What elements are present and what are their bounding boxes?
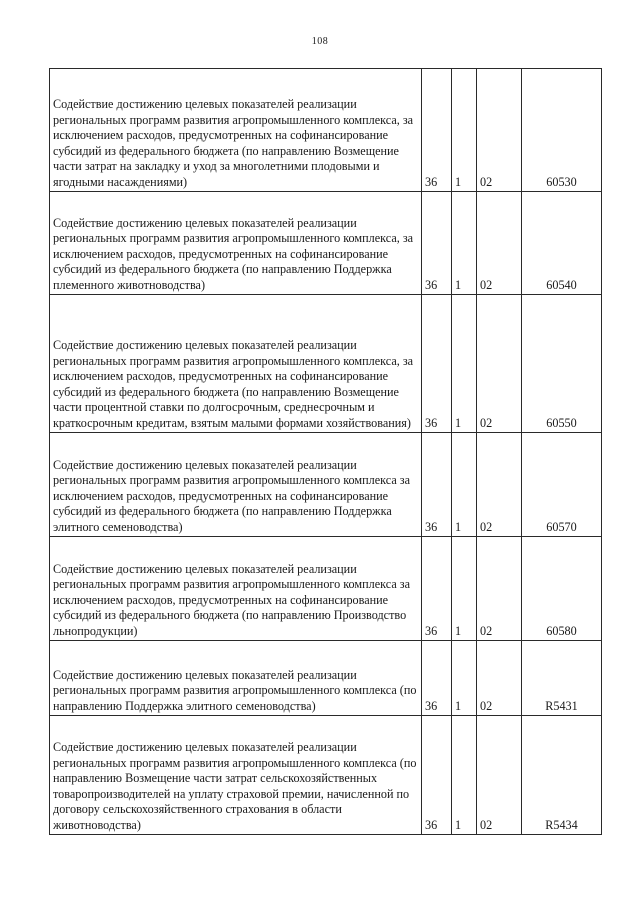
row-section-code: 1 bbox=[452, 716, 477, 835]
row-description: Содействие достижению целевых показателей реализации региональных программ развития агропромышленного комплекса за исключением расходов, предусмотренных на софинансирование субсидий из федерального бюджета (по направлению Производство льнопродукции) bbox=[50, 537, 422, 641]
row-description: Содействие достижению целевых показателей реализации региональных программ развития агропромышленного комплекса, за исключением расходов, предусмотренных на софинансирование субсидий из федерального бюджета (по направлению Поддержка племенного животноводства) bbox=[50, 192, 422, 295]
row-target-code: 60550 bbox=[522, 295, 602, 433]
row-subsection-code: 02 bbox=[477, 537, 522, 641]
table-row bbox=[50, 433, 602, 537]
row-description: Содействие достижению целевых показателей реализации региональных программ развития агропромышленного комплекса (по направлению Возмещение части затрат сельскохозяйственных товаропроизводителей на уплату страховой премии, начисленной по договору сельскохозяйственного страхования в области животноводства) bbox=[50, 716, 422, 835]
table-row bbox=[50, 537, 602, 641]
row-target-code: R5434 bbox=[522, 716, 602, 835]
row-grbs-code: 36 bbox=[422, 192, 452, 295]
row-grbs-code: 36 bbox=[422, 295, 452, 433]
row-grbs-code: 36 bbox=[422, 69, 452, 192]
row-section-code: 1 bbox=[452, 69, 477, 192]
row-subsection-code: 02 bbox=[477, 192, 522, 295]
row-section-code: 1 bbox=[452, 641, 477, 716]
row-subsection-code: 02 bbox=[477, 641, 522, 716]
row-grbs-code: 36 bbox=[422, 716, 452, 835]
row-subsection-code: 02 bbox=[477, 295, 522, 433]
row-grbs-code: 36 bbox=[422, 537, 452, 641]
row-description: Содействие достижению целевых показателей реализации региональных программ развития агропромышленного комплекса, за исключением расходов, предусмотренных на софинансирование субсидий из федерального бюджета (по направлению Возмещение части затрат на закладку и уход за многолетними плодовыми и ягодными насаждениями) bbox=[50, 69, 422, 192]
row-section-code: 1 bbox=[452, 295, 477, 433]
row-section-code: 1 bbox=[452, 433, 477, 537]
row-target-code: R5431 bbox=[522, 641, 602, 716]
page-number: 108 bbox=[311, 36, 329, 47]
table-row bbox=[50, 192, 602, 295]
row-target-code: 60530 bbox=[522, 69, 602, 192]
row-subsection-code: 02 bbox=[477, 433, 522, 537]
row-grbs-code: 36 bbox=[422, 641, 452, 716]
row-subsection-code: 02 bbox=[477, 716, 522, 835]
row-subsection-code: 02 bbox=[477, 69, 522, 192]
table-row bbox=[50, 716, 602, 835]
row-description: Содействие достижению целевых показателей реализации региональных программ развития агропромышленного комплекса, за исключением расходов, предусмотренных на софинансирование субсидий из федерального бюджета (по направлению Возмещение части процентной ставки по долгосрочным, среднесрочным и краткосрочным кредитам, взятым малыми формами хозяйствования) bbox=[50, 295, 422, 433]
row-target-code: 60540 bbox=[522, 192, 602, 295]
row-grbs-code: 36 bbox=[422, 433, 452, 537]
table-row bbox=[50, 295, 602, 433]
row-target-code: 60570 bbox=[522, 433, 602, 537]
row-description: Содействие достижению целевых показателей реализации региональных программ развития агропромышленного комплекса (по направлению Поддержка элитного семеноводства) bbox=[50, 641, 422, 716]
row-description: Содействие достижению целевых показателей реализации региональных программ развития агропромышленного комплекса за исключением расходов, предусмотренных на софинансирование субсидий из федерального бюджета (по направлению Поддержка элитного семеноводства) bbox=[50, 433, 422, 537]
row-section-code: 1 bbox=[452, 537, 477, 641]
row-target-code: 60580 bbox=[522, 537, 602, 641]
table-row bbox=[50, 69, 602, 192]
table-row bbox=[50, 641, 602, 716]
row-section-code: 1 bbox=[452, 192, 477, 295]
budget-classification-table bbox=[49, 68, 602, 835]
